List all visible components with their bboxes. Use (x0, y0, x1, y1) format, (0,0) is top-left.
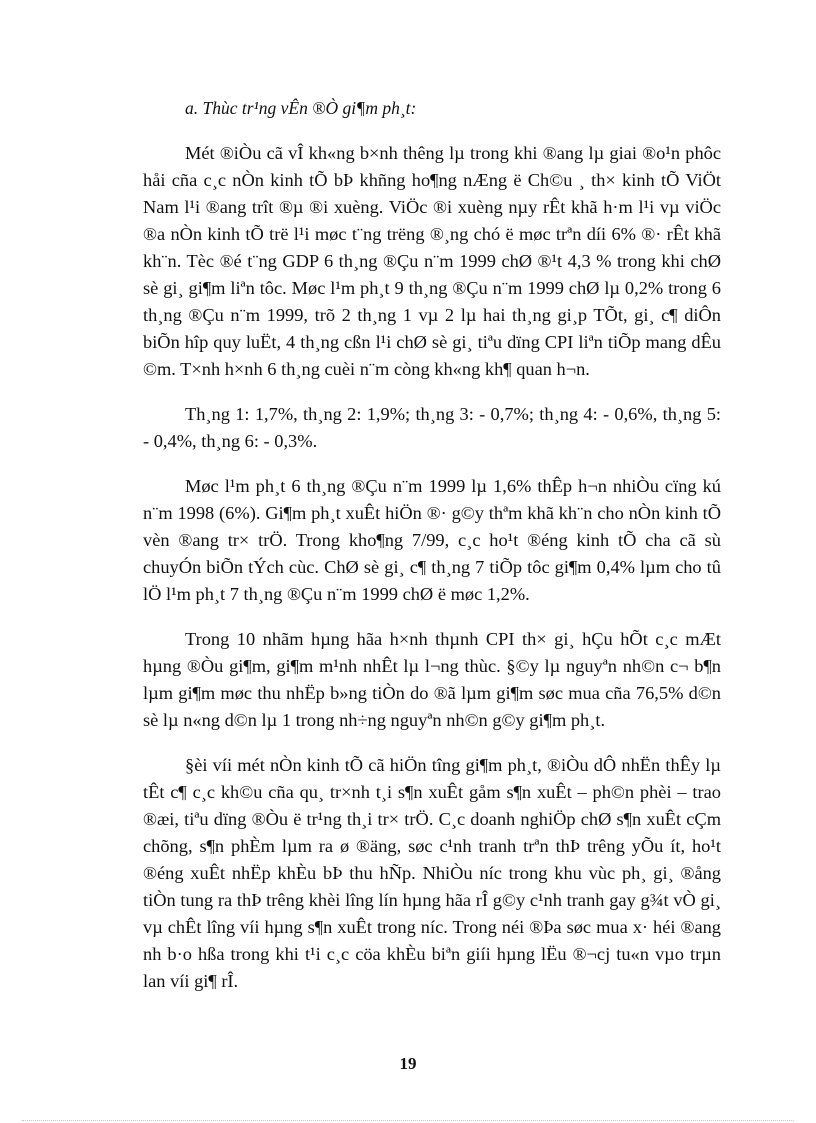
paragraph: §èi víi mét nÒn kinh tÕ cã hiÖn tîng gi¶m ph¸t, ®iÒu dÔ nhËn thÊy lµ tÊt c¶ c¸c kh©u cña qu¸ tr×nh t¸i s¶n xuÊt gåm s¶n xuÊt – ph©n phèi – trao ®æi, tiªu dïng ®Òu ë tr¹ng th¸i tr× trÖ. C¸c doanh nghiÖp chØ s¶n xuÊt cÇm chõng, s¶n phÈm lµm ra ø ®äng, søc c¹nh tranh trªn thÞ trêng yÕu ít, ho¹t ®éng xuÊt nhËp khÈu bÞ thu hÑp. NhiÒu níc trong khu vùc ph¸ gi¸ ®ång tiÒn tung ra thÞ trêng khèi lîng lín hµng hãa rÎ g©y c¹nh tranh gay g¾t vÒ gi¸ vµ chÊt lîng víi hµng s¶n xuÊt trong níc. Trong néi ®Þa søc mua x· héi ®ang nh b·o hßa trong khi t¹i c¸c cöa khÈu biªn giíi hµng lËu ®¬cj tu«n vµo trµn lan víi gi¶ rÎ. (143, 755, 721, 991)
section-heading: a. Thùc tr¹ng vÊn ®Ò gi¶m ph¸t: (185, 98, 417, 118)
page-number: 19 (399, 1054, 417, 1073)
paragraph: Mét ®iÒu cã vÎ kh«ng b×nh thêng lµ trong khi ®ang lµ giai ®o¹n phôc håi cña c¸c nÒn kinh tÕ bÞ khñng ho¶ng nÆng ë Ch©u ¸ th× kinh tÕ ViÖt Nam l¹i ®ang trît ®µ ®i xuèng. ViÖc ®i xuèng nµy rÊt khã h·m l¹i vµ viÖc ®a nÒn kinh tÕ trë l¹i møc t¨ng trëng ®¸ng chó ë møc trªn díi 6% ®· rÊt khã kh¨n. Tèc ®é t¨ng GDP 6 th¸ng ®Çu n¨m 1999 chØ ®¹t 4,3 % trong khi chØ sè gi¸ gi¶m liªn tôc. Møc l¹m ph¸t 9 th¸ng ®Çu n¨m 1999 chØ lµ 0,2% trong 6 th¸ng ®Çu n¨m 1999, trõ 2 th¸ng 1 vµ 2 lµ hai th¸ng gi¸p TÕt, gi¸ c¶ diÔn biÕn hîp quy luËt, 4 th¸ng cßn l¹i chØ sè gi¸ tiªu dïng CPI liªn tiÕp mang dÊu ©m. T×nh h×nh 6 th¸ng cuèi n¨m còng kh«ng kh¶ quan h¬n. (143, 143, 721, 379)
paragraph: Th¸ng 1: 1,7%, th¸ng 2: 1,9%; th¸ng 3: - 0,7%; th¸ng 4: - 0,6%, th¸ng 5: - 0,4%, th¸ng 6: - 0,3%. (143, 404, 721, 451)
paragraph: Trong 10 nhãm hµng hãa h×nh thµnh CPI th× gi¸ hÇu hÕt c¸c mÆt hµng ®Òu gi¶m, gi¶m m¹nh nhÊt lµ l¬ng thùc. §©y lµ nguyªn nh©n c¬ b¶n lµm gi¶m møc thu nhËp b»ng tiÒn do ®ã lµm gi¶m søc mua cña 76,5% d©n sè lµ n«ng d©n lµ 1 trong nh÷ng nguyªn nh©n g©y gi¶m ph¸t. (143, 629, 721, 730)
page-bottom-rule (22, 1120, 794, 1121)
paragraph: Møc l¹m ph¸t 6 th¸ng ®Çu n¨m 1999 lµ 1,6% thÊp h¬n nhiÒu cïng kú n¨m 1998 (6%). Gi¶m ph¸t xuÊt hiÖn ®· g©y thªm khã kh¨n cho nÒn kinh tÕ vèn ®ang tr× trÖ. Trong kho¶ng 7/99, c¸c ho¹t ®éng kinh tÕ cha cã sù chuyÓn biÕn tÝch cùc. ChØ sè gi¸ c¶ th¸ng 7 tiÕp tôc gi¶m 0,4% lµm cho tû lÖ l¹m ph¸t 7 th¸ng ®Çu n¨m 1999 chØ ë møc 1,2%. (143, 476, 721, 604)
document-body (143, 95, 721, 1013)
